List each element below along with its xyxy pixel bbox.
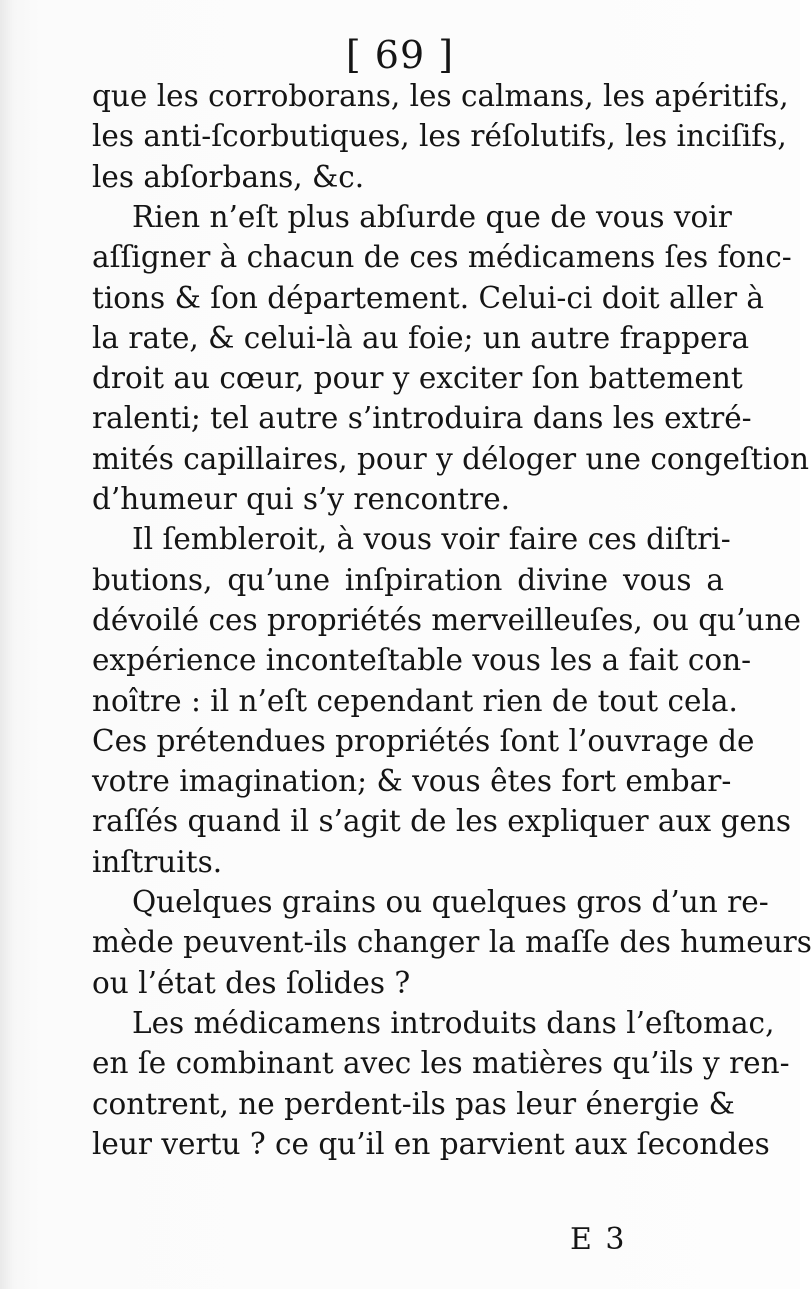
text-line: d’humeur qui s’y rencontre. <box>92 482 511 516</box>
text-line: butions, qu’une inſpiration divine vous a <box>92 562 724 597</box>
text-line: Il ſembleroit, à vous voir faire ces diſtri- <box>132 522 731 557</box>
text-line: les anti-ſcorbutiques, les réſolutifs, les inciſifs, <box>92 119 787 154</box>
text-line: la rate, & celui-là au foie; un autre frappera <box>92 320 750 355</box>
text-line: ou l’état des ſolides ? <box>92 965 411 1000</box>
text-line: leur vertu ? ce qu’il en parvient aux ſecondes <box>92 1126 770 1161</box>
text-line: aſſigner à chacun de ces médicamens ſes fonc- <box>92 240 792 275</box>
printer-signature: E 3 <box>570 1222 627 1257</box>
text-line: droit au cœur, pour y exciter ſon battement <box>92 361 743 396</box>
page-number: [ 69 ] <box>345 33 455 77</box>
text-line: Quelques grains ou quelques gros d’un re- <box>132 885 769 919</box>
text-line: en ſe combinant avec les matières qu’ils y ren- <box>92 1046 790 1081</box>
text-line: Les médicamens introduits dans l’eſtomac, <box>132 1005 775 1040</box>
text-line: dévoilé ces propriétés merveilleuſes, ou qu’une <box>92 602 801 637</box>
text-line: les abſorbans, &c. <box>92 159 365 194</box>
text-line: Ces prétendues propriétés ſont l’ouvrage de <box>92 723 755 758</box>
text-line: tions & ſon département. Celui-ci doit aller à <box>92 280 765 315</box>
text-line: que les corroborans, les calmans, les apéritifs, <box>92 79 789 113</box>
text-line: mède peuvent-ils changer la maſſe des humeurs <box>92 925 812 960</box>
text-line: expérience inconteſtable vous les a fait con- <box>92 643 752 678</box>
text-line: Rien n’eſt plus abſurde que de vous voir <box>132 199 732 234</box>
text-line: mités capillaires, pour y déloger une congeſtion <box>92 441 809 476</box>
text-line: ralenti; tel autre s’introduira dans les extré- <box>92 401 752 436</box>
text-line: votre imagination; & vous êtes fort embar- <box>92 764 732 799</box>
text-line: raſſés quand il s’agit de les expliquer aux gens <box>92 804 792 839</box>
text-line: contrent, ne perdent-ils pas leur énergie & <box>92 1086 735 1121</box>
text-line: inſtruits. <box>92 844 223 879</box>
text-line: noître : il n’eſt cependant rien de tout cela. <box>92 683 738 718</box>
